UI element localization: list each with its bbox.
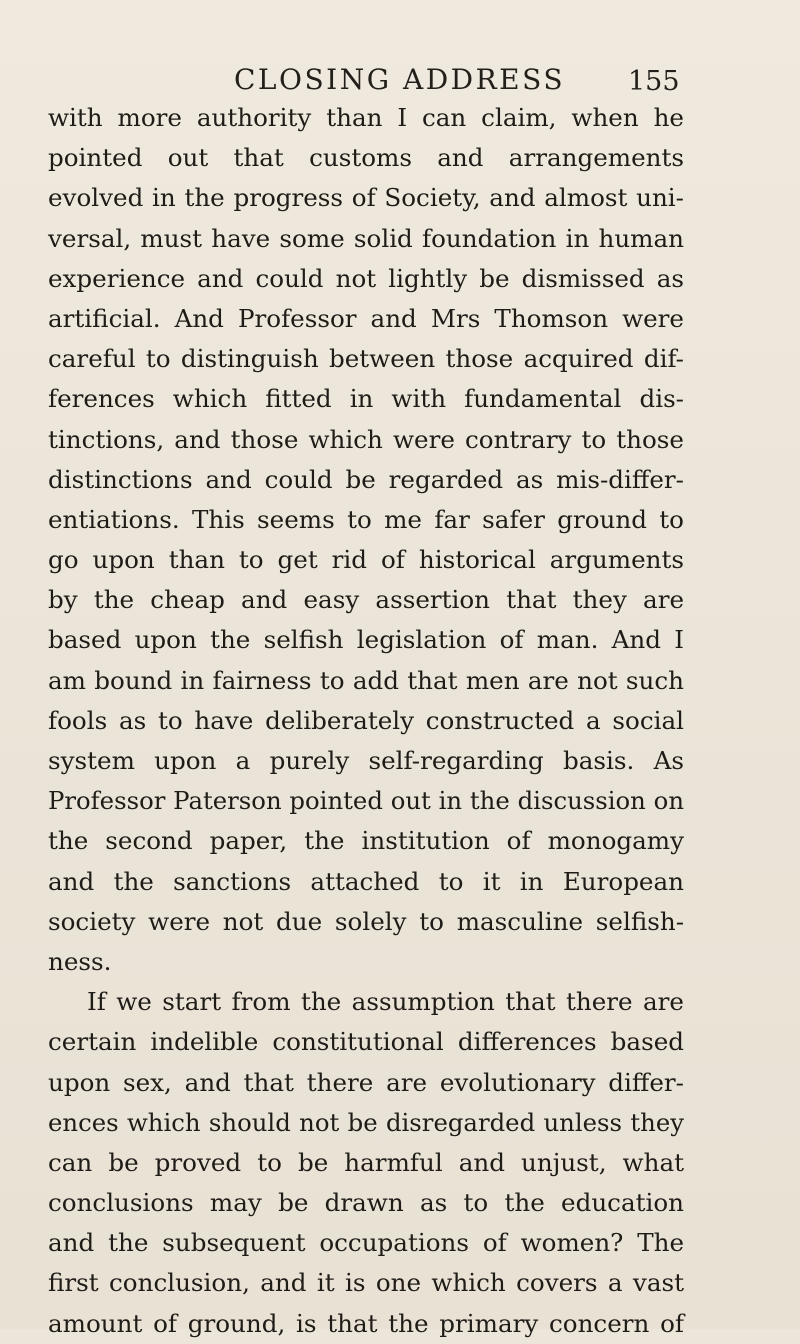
text-line: pointed out that customs and arrangements — [48, 143, 684, 173]
text-line: upon sex, and that there are evolutionary differ- — [48, 1067, 684, 1097]
text-line: fools as to have deliberately constructed a social — [48, 705, 684, 735]
text-line: careful to distinguish between those acquired dif- — [48, 344, 684, 374]
text-line: artificial. And Professor and Mrs Thomson were — [48, 303, 684, 333]
running-head — [0, 62, 800, 102]
paragraph-start-line: If we start from the assumption that there are — [87, 987, 684, 1017]
running-title: CLOSING ADDRESS — [234, 63, 565, 96]
text-line: with more authority than I can claim, when he — [48, 103, 684, 132]
text-line: tinctions, and those which were contrary to those — [48, 424, 684, 454]
text-line: first conclusion, and it is one which covers a vast — [48, 1268, 684, 1298]
text-line: conclusions may be drawn as to the education — [48, 1188, 684, 1218]
text-line: distinctions and could be regarded as mis-differ- — [48, 464, 684, 494]
text-line: by the cheap and easy assertion that they are — [48, 585, 684, 615]
text-line: system upon a purely self-regarding basis. As — [48, 746, 684, 775]
text-line: am bound in fairness to add that men are not such — [48, 665, 684, 695]
text-line: ences which should not be disregarded unless they — [48, 1107, 684, 1137]
text-line: go upon than to get rid of historical arguments — [48, 545, 684, 575]
text-line: certain indelible constitutional differences based — [48, 1027, 684, 1057]
text-line: can be proved to be harmful and unjust, what — [48, 1147, 684, 1177]
text-line: and the sanctions attached to it in European — [48, 866, 684, 896]
text-line: experience and could not lightly be dismissed as — [48, 263, 684, 293]
text-line: the second paper, the institution of monogamy — [48, 826, 684, 856]
text-line: based upon the selfish legislation of man. And I — [48, 625, 684, 655]
page-number: 155 — [628, 66, 680, 97]
text-line: versal, must have some solid foundation in human — [48, 223, 684, 253]
text-line: society were not due solely to masculine selfish- — [48, 906, 684, 936]
body-text — [48, 98, 684, 1344]
text-line: entiations. This seems to me far safer ground to — [48, 504, 684, 534]
text-line: and the subsequent occupations of women? The — [48, 1228, 684, 1258]
text-line: evolved in the progress of Society, and almost uni- — [48, 183, 684, 213]
paragraph-end-line: ness. — [48, 946, 112, 976]
text-line: amount of ground, is that the primary concern of — [48, 1308, 684, 1338]
text-line: Professor Paterson pointed out in the discussion on — [48, 786, 684, 816]
text-line: ferences which fitted in with fundamental dis- — [48, 384, 684, 414]
